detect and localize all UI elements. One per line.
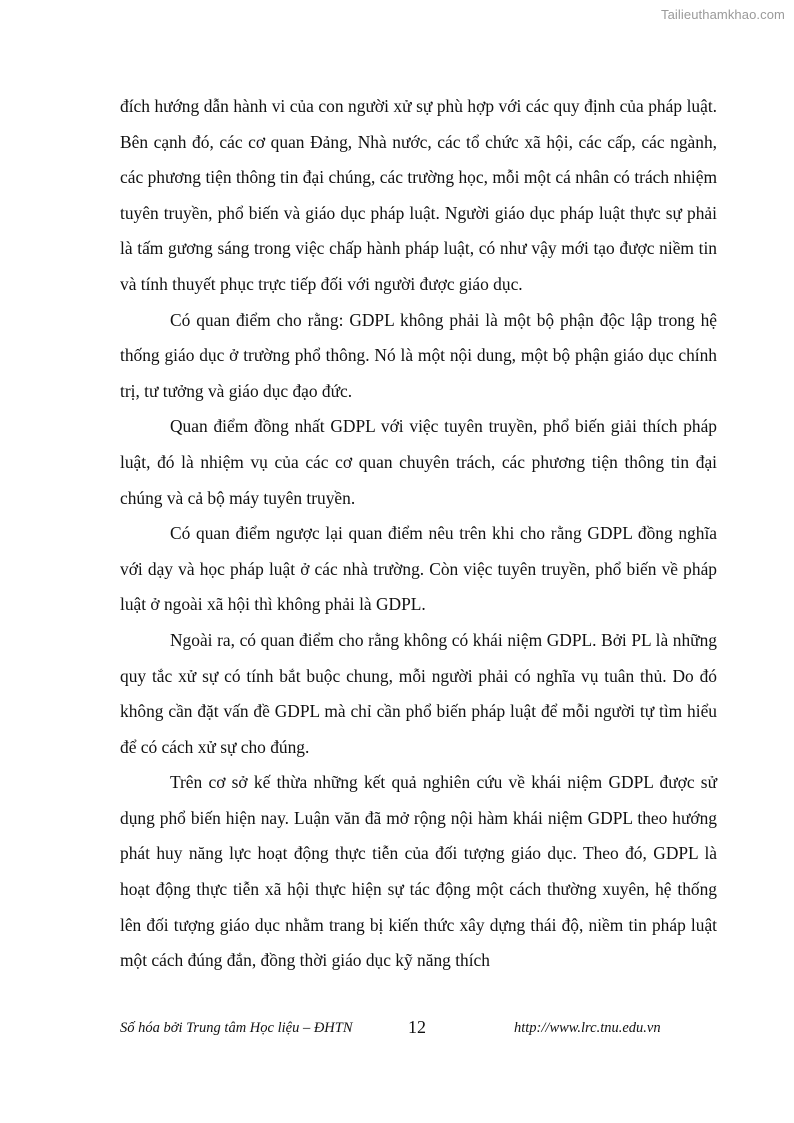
paragraph: Có quan điểm cho rằng: GDPL không phải là một bộ phận độc lập trong hệ thống giáo dục ở trường phổ thông. Nó là một nội dung, một bộ phận giáo dục chính trị, tư tưởng và giáo dục đạo đức.: [120, 309, 717, 401]
page-number: 12: [408, 1017, 426, 1037]
paragraph: Trên cơ sở kế thừa những kết quả nghiên cứu về khái niệm GDPL được sử dụng phổ biến hiện nay. Luận văn đã mở rộng nội hàm khái niệm GDPL theo hướng phát huy năng lực hoạt động thực tiễn của đối tượng giáo dục. Theo đó, GDPL là hoạt động thực tiễn xã hội thực hiện sự tác động một cách thường xuyên, hệ thống lên đối tượng giáo dục nhằm trang bị kiến thức xây dựng thái độ, niềm tin pháp luật một cách đúng đắn, đồng thời giáo dục kỹ năng thích: [120, 772, 717, 971]
paragraph-continuation: đích hướng dẫn hành vi của con người xử sự phù hợp với các quy định của pháp luật. Bên cạnh đó, các cơ quan Đảng, Nhà nước, các tổ chức xã hội, các cấp, các ngành, các phương tiện thông tin đại chúng, các trường học, mỗi một cá nhân có trách nhiệm tuyên truyền, phổ biến và giáo dục pháp luật. Người giáo dục pháp luật thực sự phải là tấm gương sáng trong việc chấp hành pháp luật, có như vậy mới tạo được niềm tin và tính thuyết phục trực tiếp đối với người được giáo dục.: [120, 96, 717, 294]
footer-digitization-credit: Số hóa bởi Trung tâm Học liệu – ĐHTN: [120, 1020, 353, 1036]
paragraph: Quan điểm đồng nhất GDPL với việc tuyên truyền, phổ biến giải thích pháp luật, đó là nhiệm vụ của các cơ quan chuyên trách, các phương tiện thông tin đại chúng và cả bộ máy tuyên truyền.: [120, 416, 717, 508]
paragraph: Có quan điểm ngược lại quan điểm nêu trên khi cho rằng GDPL đồng nghĩa với dạy và học pháp luật ở các nhà trường. Còn việc tuyên truyền, phổ biến về pháp luật ở ngoài xã hội thì không phải là GDPL.: [120, 523, 717, 615]
footer-url: http://www.lrc.tnu.edu.vn: [514, 1020, 661, 1036]
watermark-text: Tailieuthamkhao.com: [660, 7, 785, 22]
page-footer: [0, 1017, 794, 1043]
document-body: [120, 89, 717, 979]
paragraph: Ngoài ra, có quan điểm cho rằng không có khái niệm GDPL. Bởi PL là những quy tắc xử sự có tính bắt buộc chung, mỗi người phải có nghĩa vụ tuân thủ. Do đó không cần đặt vấn đề GDPL mà chỉ cần phổ biến pháp luật để mỗi người tự tìm hiểu để có cách xử sự cho đúng.: [120, 629, 717, 757]
